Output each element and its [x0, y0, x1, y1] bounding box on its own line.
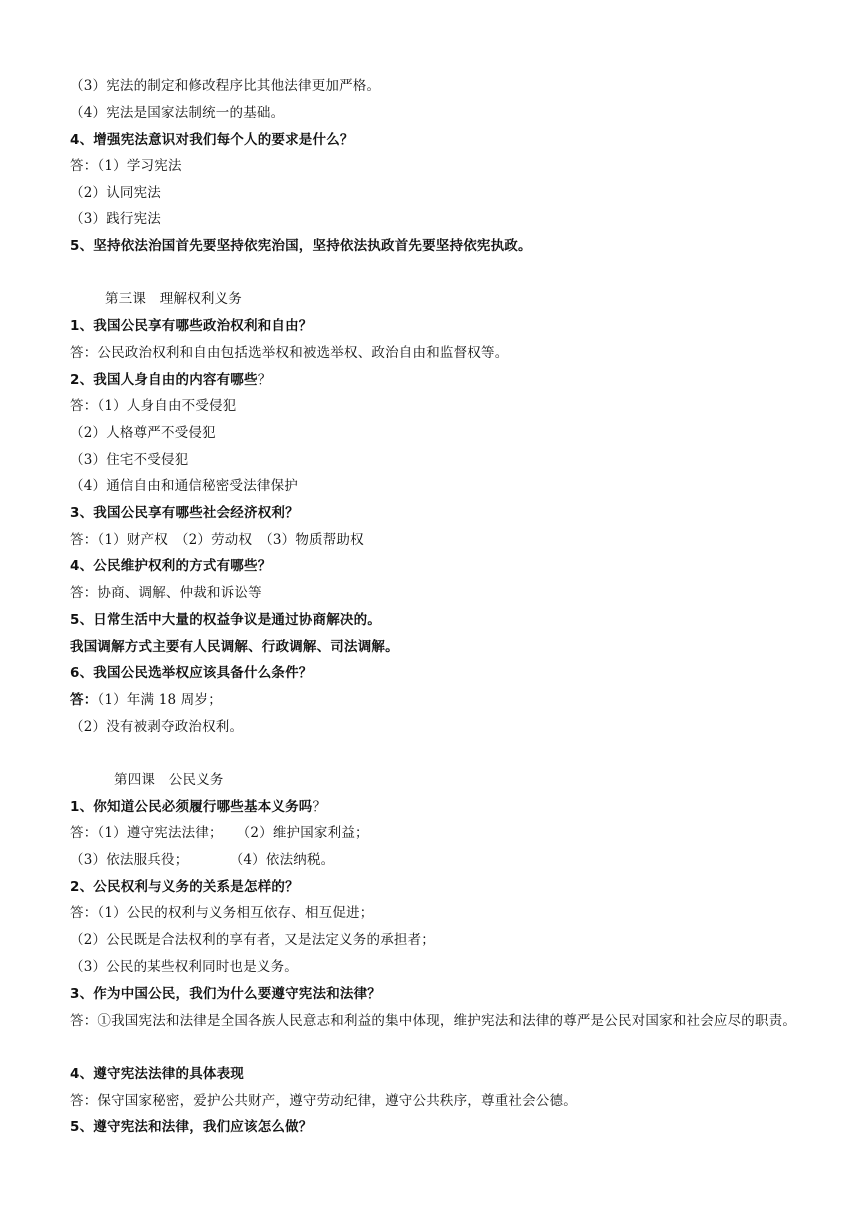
answer-line: 答：（1）遵守宪法法律； （2）维护国家利益； [70, 825, 369, 841]
question-text: 2、我国人身自由的内容有哪些 [70, 372, 258, 388]
answer-paragraph: 答：①我国宪法和法律是全国各族人民意志和利益的集中体现，维护宪法和法律的尊严是公民对国家和社会应尽的职责。 [70, 1013, 797, 1029]
lesson-heading: 第四课 公民义务 [114, 772, 224, 788]
question: 5、坚持依法治国首先要坚持依宪治国，坚持依法执政首先要坚持依宪执政。 [70, 238, 532, 254]
answer-line: 答：公民政治权利和自由包括选举权和被选举权、政治自由和监督权等。 [70, 345, 509, 361]
answer-line: （2）人格尊严不受侵犯 [70, 425, 216, 441]
question-text: 1、你知道公民必须履行哪些基本义务吗 [70, 799, 313, 815]
question: 4、遵守宪法法律的具体表现 [70, 1066, 244, 1082]
answer-line: （2）没有被剥夺政治权利。 [70, 719, 244, 735]
answer-line: （3）依法服兵役； （4）依法纳税。 [70, 852, 335, 868]
question: 3、我国公民享有哪些社会经济权利？ [70, 505, 299, 521]
lesson-heading: 第三课 理解权利义务 [105, 291, 242, 307]
answer-text: （1）年满 18 周岁； [97, 692, 222, 708]
answer-line: （4）通信自由和通信秘密受法律保护 [70, 478, 298, 494]
question: 4、公民维护权利的方式有哪些？ [70, 558, 272, 574]
question-mark: ？ [257, 372, 272, 388]
text-line: （3）宪法的制定和修改程序比其他法律更加严格。 [70, 78, 381, 94]
question: 5、遵守宪法和法律，我们应该怎么做？ [70, 1119, 313, 1135]
question: 2、公民权利与义务的关系是怎样的？ [70, 879, 299, 895]
question [70, 798, 820, 816]
answer-line: 答：（1）公民的权利与义务相互依存、相互促进； [70, 905, 374, 921]
answer-line [70, 691, 820, 709]
question [70, 371, 820, 389]
answer-line: 答：保守国家秘密，爱护公共财产，遵守劳动纪律，遵守公共秩序，尊重社会公德。 [70, 1093, 577, 1109]
answer-line: （3）住宅不受侵犯 [70, 452, 189, 468]
question: 5、日常生活中大量的权益争议是通过协商解决的。 [70, 612, 381, 628]
answer-line: （3）践行宪法 [70, 211, 161, 227]
question: 4、增强宪法意识对我们每个人的要求是什么？ [70, 132, 354, 148]
question: 1、我国公民享有哪些政治权利和自由？ [70, 318, 313, 334]
answer-line: （2）认同宪法 [70, 185, 161, 201]
answer-line: （3）公民的某些权利同时也是义务。 [70, 959, 298, 975]
answer-line: 答：协商、调解、仲裁和诉讼等 [70, 585, 262, 601]
answer-line: 答：（1）人身自由不受侵犯 [70, 398, 237, 414]
answer-label: 答： [70, 692, 98, 708]
question: 我国调解方式主要有人民调解、行政调解、司法调解。 [70, 639, 399, 655]
question: 3、作为中国公民，我们为什么要遵守宪法和法律？ [70, 986, 381, 1002]
question-mark: ？ [312, 799, 327, 815]
question: 6、我国公民选举权应该具备什么条件？ [70, 665, 313, 681]
answer-line: （2）公民既是合法权利的享有者，又是法定义务的承担者； [70, 932, 435, 948]
answer-line: 答：（1）学习宪法 [70, 158, 182, 174]
text-line: （4）宪法是国家法制统一的基础。 [70, 105, 285, 121]
answer-line: 答：（1）财产权 （2）劳动权 （3）物质帮助权 [70, 532, 364, 548]
